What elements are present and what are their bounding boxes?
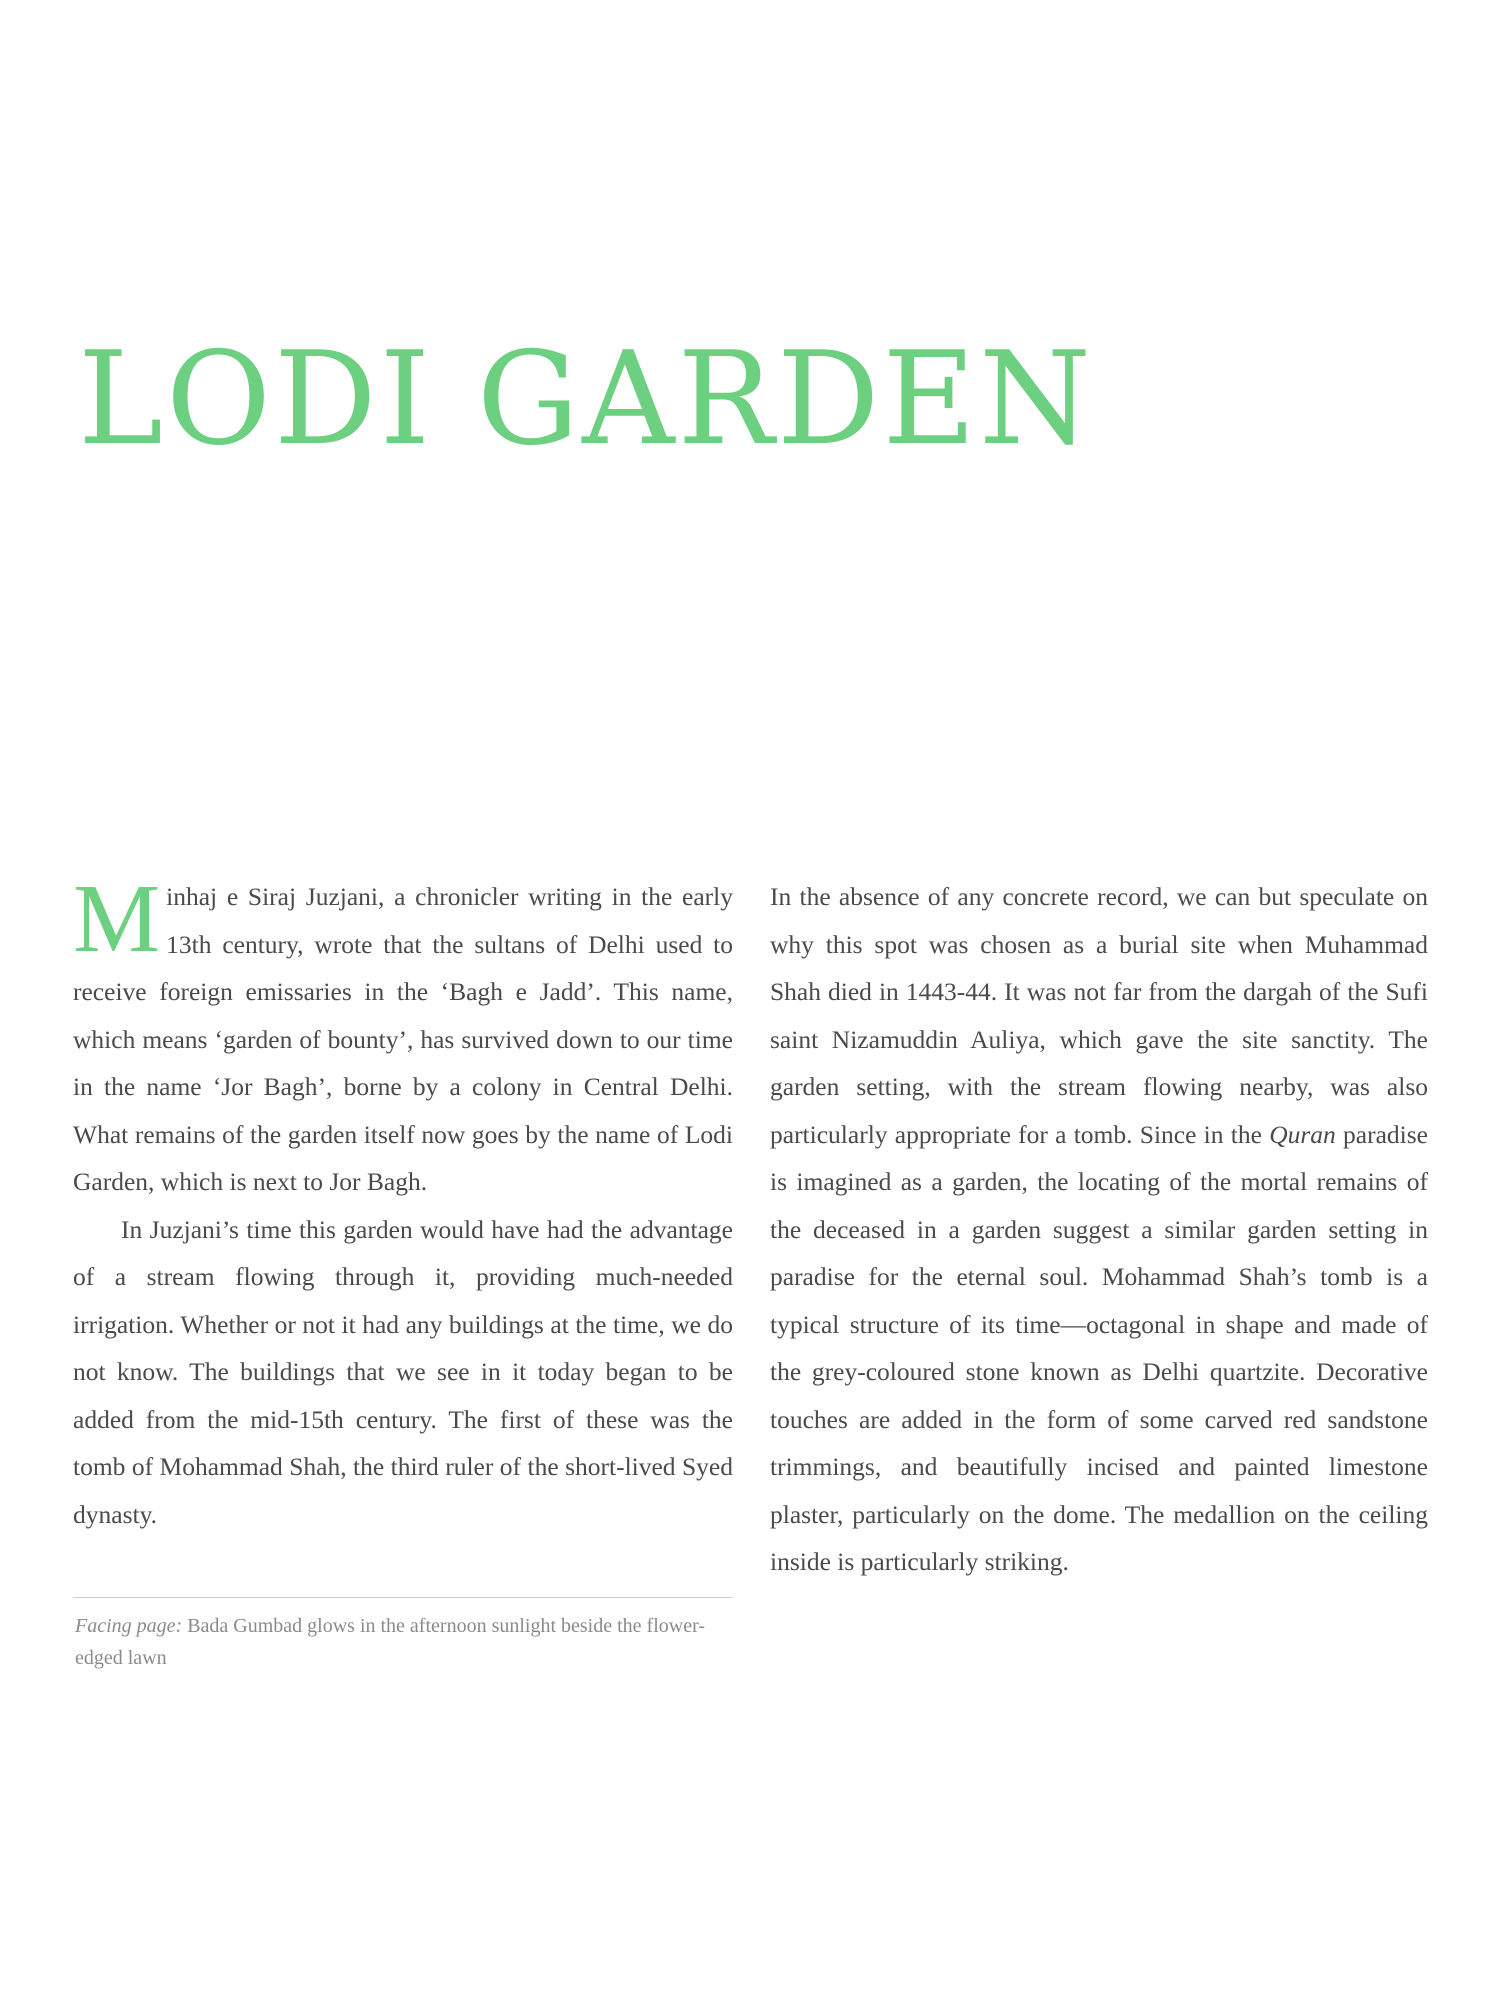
second-paragraph: In Juzjani’s time this garden would have had the advantage of a stream flowing through it, providing much-needed irrigation. Whether or not it had any buildings at the time, we do not know. The buildings that we see in it today began to be added from the mid-15th century. The first of these was the tomb of Mohammad Shah, the third ruler of the short-lived Syed dynasty. <box>73 1214 733 1529</box>
left-column <box>73 865 733 1538</box>
right-column <box>770 873 1428 1586</box>
caption-label: Facing page: <box>75 1615 183 1637</box>
quran-italic: Quran <box>1269 1119 1336 1149</box>
photo-caption <box>75 1610 730 1674</box>
intro-paragraph <box>73 865 733 1206</box>
right-paragraph-part1: In the absence of any concrete record, we can but speculate on why this spot was chosen as a burial site when Muhammad Shah died in 1443-44. It was not far from the dargah of the Sufi saint Nizamuddin Auliya, which gave the site sanctity. The garden setting, with the stream flowing nearby, was also particularly appropriate for a tomb. Since in the <box>770 882 1428 1149</box>
drop-cap: M <box>73 865 161 973</box>
intro-paragraph-text: inhaj e Siraj Juzjani, a chronicler writing in the early 13th century, wrote that the sultans of Delhi used to receive foreign emissaries in the ‘Bagh e Jadd’. This name, which means ‘garden of bounty’, has survived down to our time in the name ‘Jor Bagh’, borne by a colony in Central Delhi. What remains of the garden itself now goes by the name of Lodi Garden, which is next to Jor Bagh. <box>73 882 733 1196</box>
caption-divider <box>73 1597 733 1598</box>
right-paragraph <box>770 873 1428 1586</box>
page-title: LODI GARDEN <box>78 325 1094 474</box>
right-paragraph-part2: paradise is imagined as a garden, the locating of the mortal remains of the deceased in a garden suggest a similar garden setting in paradise for the eternal soul. Mohammad Shah’s tomb is a typical structure of its time—octagonal in shape and made of the grey-coloured stone known as Delhi quartzite. Decorative touches are added in the form of some carved red sandstone trimmings, and beautifully incised and painted limestone plaster, particularly on the dome. The medallion on the ceiling inside is particularly striking. <box>770 1119 1428 1576</box>
caption-text: Bada Gumbad glows in the afternoon sunlight beside the flower-edged lawn <box>75 1615 705 1669</box>
